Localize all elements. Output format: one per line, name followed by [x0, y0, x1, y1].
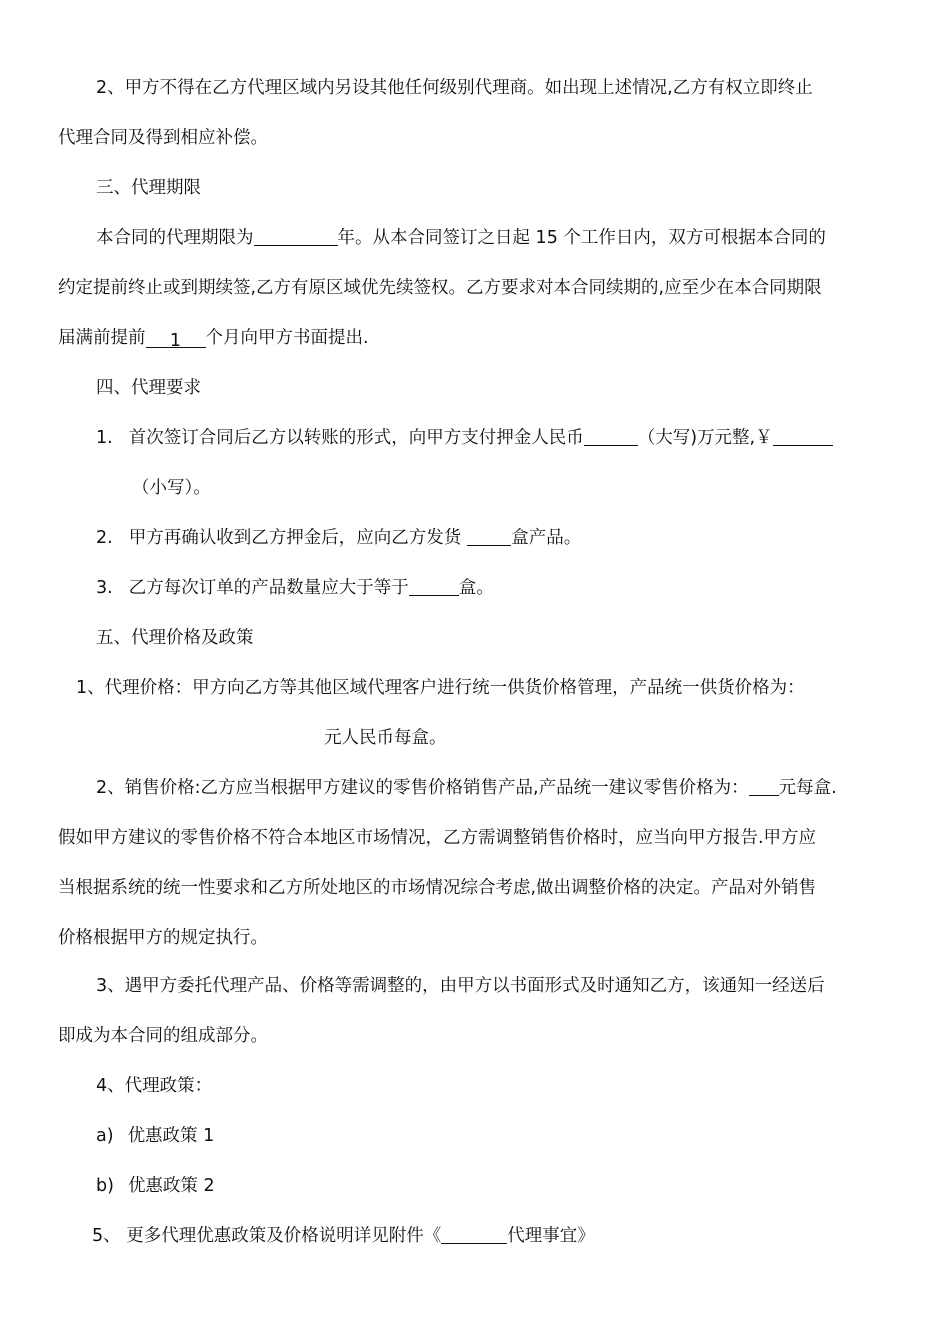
requirement-3-text-b: 盒。 — [458, 578, 494, 598]
policy-a-label: a) — [96, 1126, 114, 1146]
requirement-1-text-b: （大写)万元整,￥ — [637, 428, 773, 448]
requirement-1-number: 1. — [96, 428, 113, 448]
retail-price-line-4: 价格根据甲方的规定执行。 — [58, 928, 268, 948]
section-4-heading: 四、代理要求 — [96, 378, 201, 398]
requirement-3-number: 3. — [96, 578, 113, 598]
term-text-c: 届满前提前 — [58, 328, 146, 348]
retail-price-line-1 — [96, 776, 837, 800]
deposit-uppercase-blank[interactable] — [584, 427, 638, 446]
requirement-1-line-1 — [96, 426, 833, 450]
requirement-2-text-b: 盒产品。 — [511, 528, 582, 548]
attachment-text-a: 5、 更多代理优惠政策及价格说明详见附件《 — [92, 1226, 442, 1246]
requirement-1-text-a: 首次签订合同后乙方以转账的形式，向甲方支付押金人民币 — [128, 428, 584, 448]
retail-price-line-3: 当根据系统的统一性要求和乙方所处地区的市场情况综合考虑,做出调整价格的决定。产品对外销售 — [58, 878, 817, 898]
policy-a-text: 优惠政策 1 — [127, 1126, 215, 1146]
term-years-blank[interactable] — [254, 227, 338, 246]
agency-policy-heading: 4、代理政策： — [96, 1076, 213, 1096]
requirement-2 — [96, 526, 581, 550]
adjustment-clause-line-2: 即成为本合同的组成部分。 — [58, 1026, 268, 1046]
attachment-name-blank[interactable] — [441, 1225, 507, 1244]
retail-price-text-a: 2、销售价格:乙方应当根据甲方建议的零售价格销售产品,产品统一建议零售价格为： — [96, 778, 749, 798]
initial-shipment-blank[interactable] — [467, 527, 511, 546]
attachment-reference — [92, 1224, 595, 1248]
policy-item-b — [96, 1174, 215, 1198]
policy-item-a — [96, 1124, 214, 1148]
agency-price-line-1: 1、代理价格：甲方向乙方等其他区域代理客户进行统一供货价格管理，产品统一供货价格为： — [76, 678, 805, 698]
clause-2-line-2: 代理合同及得到相应补偿。 — [58, 128, 268, 148]
term-text-d: 个月向甲方书面提出. — [205, 328, 369, 348]
retail-price-line-2: 假如甲方建议的零售价格不符合本地区市场情况，乙方需调整销售价格时，应当向甲方报告.甲方应 — [58, 828, 817, 848]
requirement-3-text-a: 乙方每次订单的产品数量应大于等于 — [128, 578, 409, 598]
term-text-b: 年。从本合同签订之日起 15 个工作日内，双方可根据本合同的 — [337, 228, 826, 248]
deposit-lowercase-blank[interactable] — [773, 427, 833, 446]
term-paragraph-line-3 — [58, 326, 369, 350]
requirement-2-number: 2. — [96, 528, 113, 548]
policy-b-label: b) — [96, 1176, 114, 1196]
retail-price-text-b: 元每盒. — [778, 778, 837, 798]
notice-months-field[interactable]: 1 — [146, 329, 206, 348]
requirement-1-line-2: （小写）。 — [132, 478, 211, 498]
term-paragraph-line-2: 约定提前终止或到期续签,乙方有原区域优先续签权。乙方要求对本合同续期的,应至少在本合同期限 — [58, 278, 822, 298]
retail-price-blank[interactable] — [749, 777, 779, 796]
adjustment-clause-line-1: 3、遇甲方委托代理产品、价格等需调整的，由甲方以书面形式及时通知乙方，该通知一经送后 — [96, 976, 825, 996]
attachment-text-b: 代理事宜》 — [507, 1226, 595, 1246]
requirement-2-text-a: 甲方再确认收到乙方押金后，应向乙方发货 — [128, 528, 462, 548]
section-5-heading: 五、代理价格及政策 — [96, 628, 254, 648]
clause-2-line-1: 2、甲方不得在乙方代理区域内另设其他任何级别代理商。如出现上述情况,乙方有权立即终止 — [96, 78, 813, 98]
term-paragraph-line-1 — [96, 226, 826, 250]
term-text-a: 本合同的代理期限为 — [96, 228, 254, 248]
requirement-3 — [96, 576, 494, 600]
section-3-heading: 三、代理期限 — [96, 178, 201, 198]
minimum-order-blank[interactable] — [409, 577, 459, 596]
policy-b-text: 优惠政策 2 — [127, 1176, 215, 1196]
agency-price-line-2: 元人民币每盒。 — [324, 728, 447, 748]
